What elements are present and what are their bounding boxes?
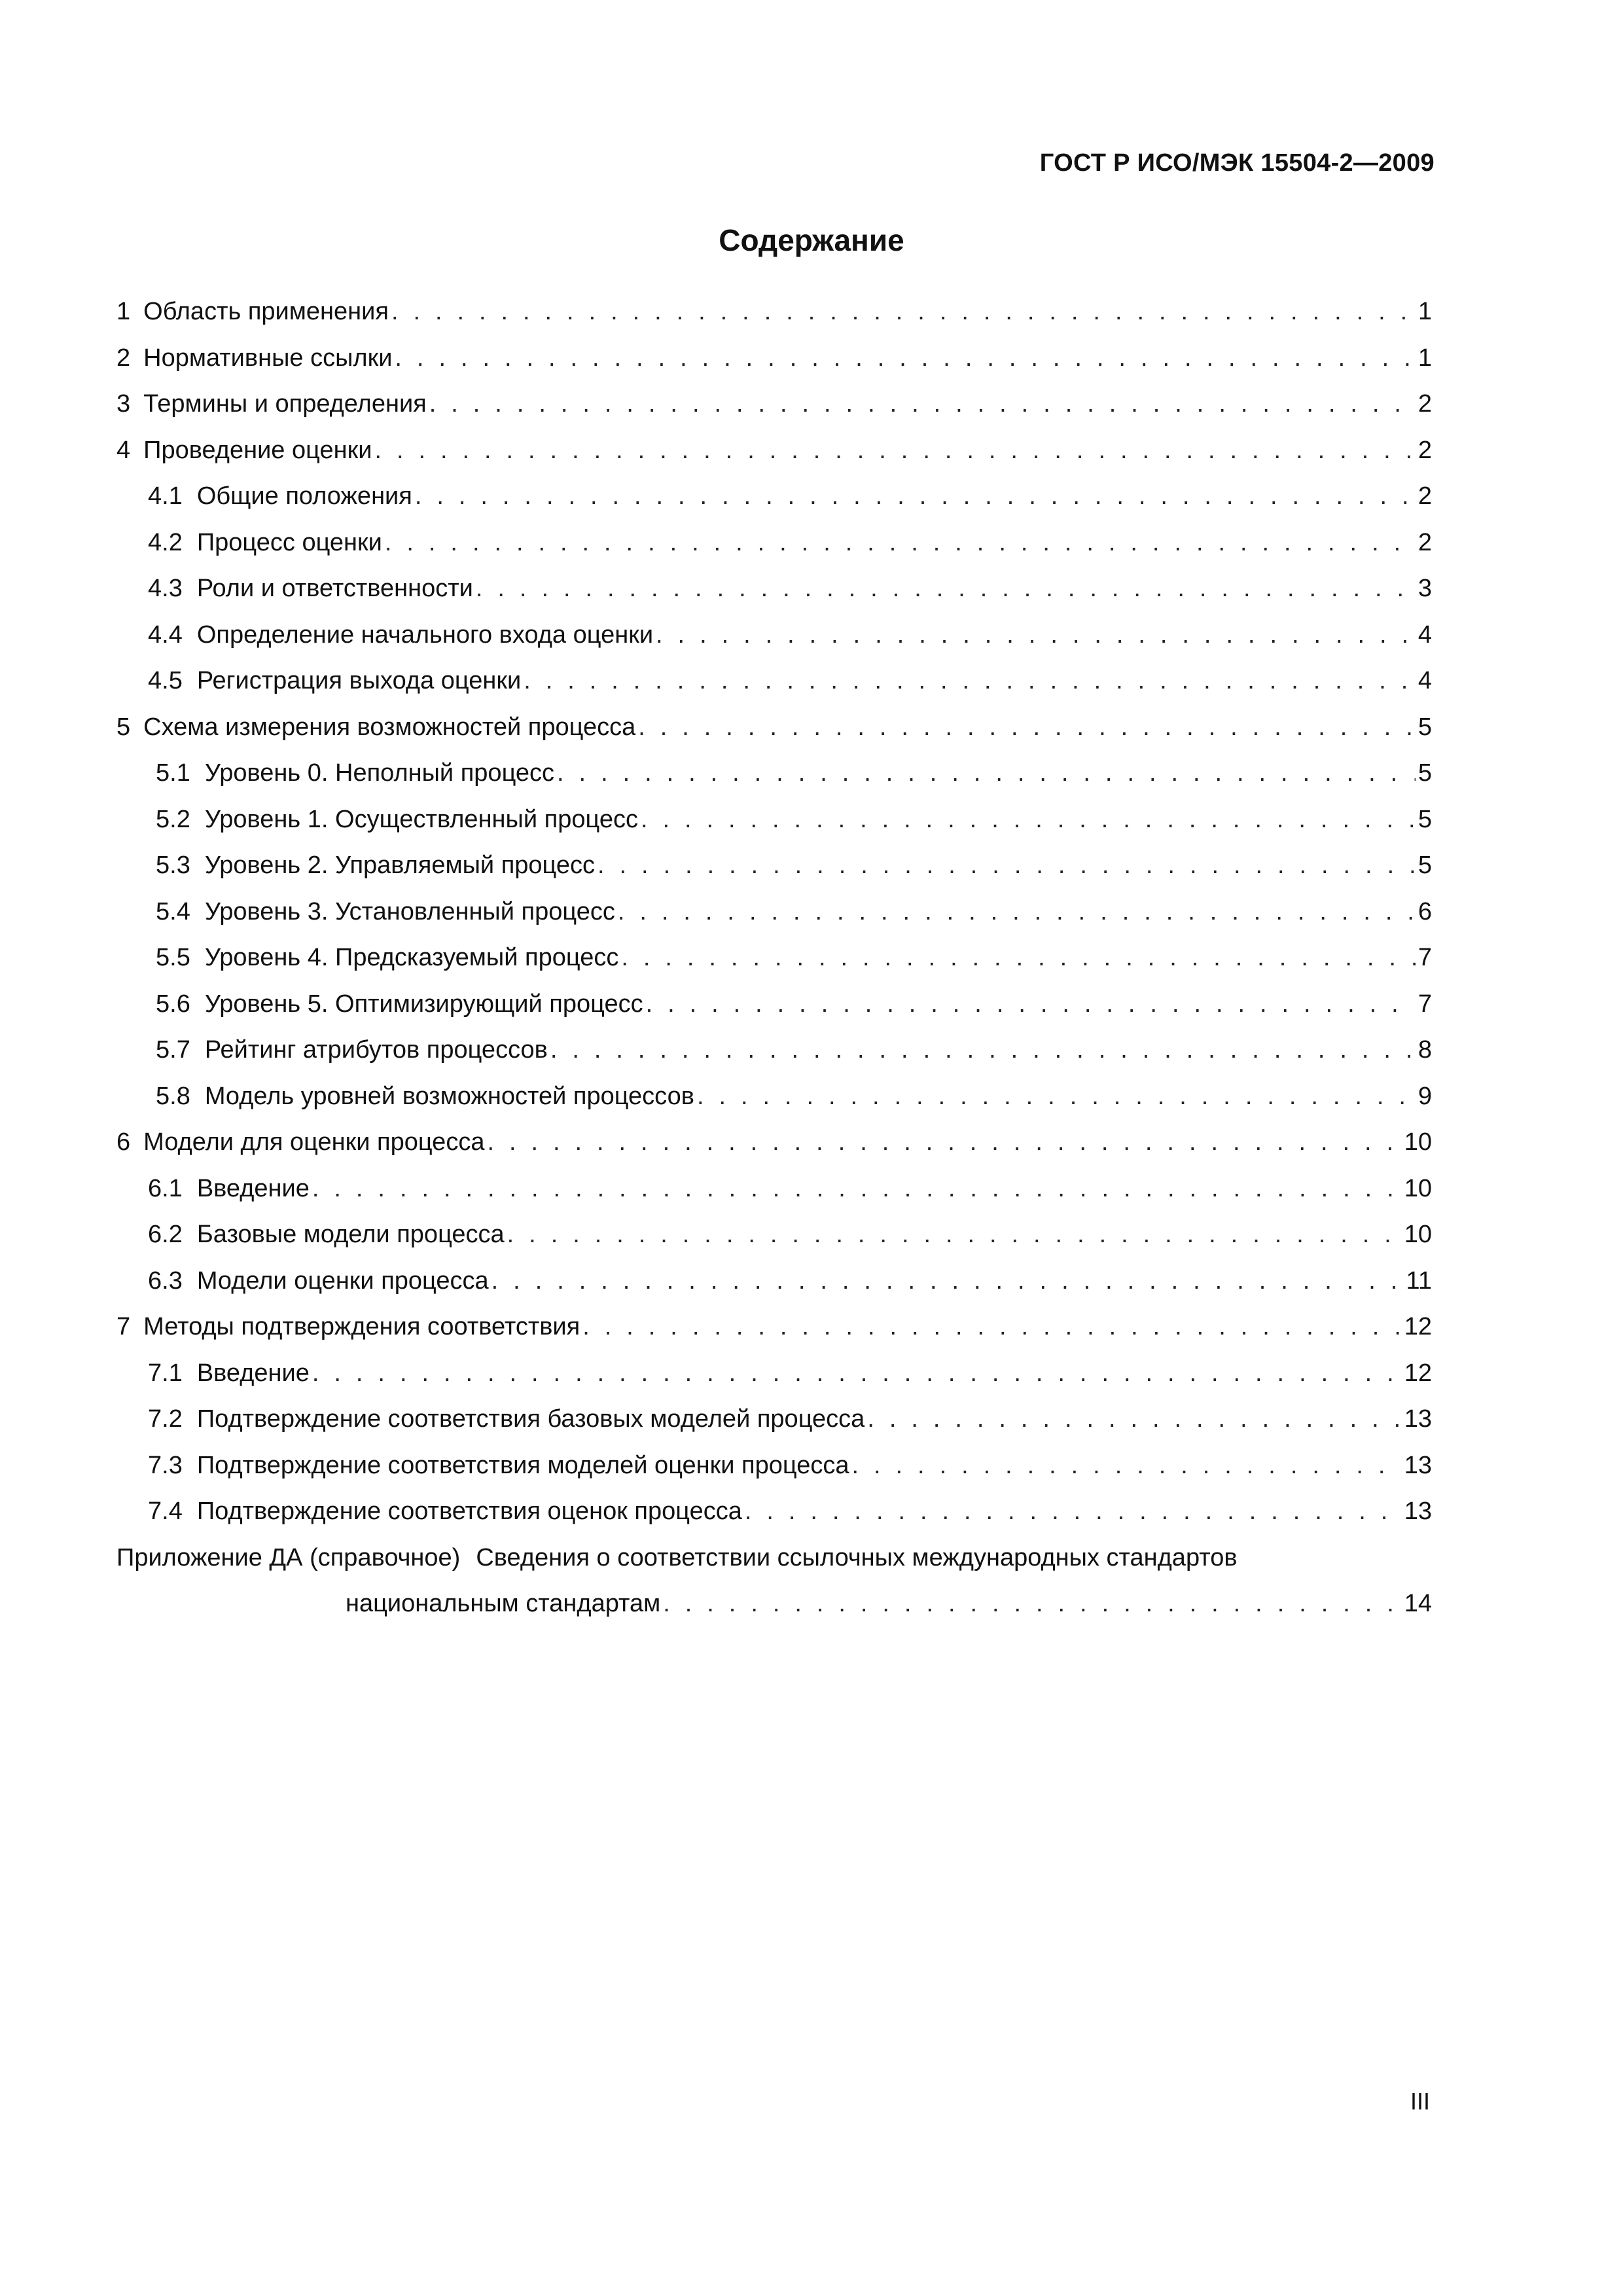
dot-leader (374, 437, 1415, 465)
dot-leader (618, 898, 1416, 926)
toc-entry-title: Методы подтверждения соответствия (143, 1313, 580, 1340)
dot-leader (385, 529, 1416, 557)
toc-entry-number: 7.2 (148, 1405, 183, 1433)
toc-entry-number: 5.6 (156, 990, 190, 1018)
toc-entry-title: Уровень 5. Оптимизирующий процесс (204, 990, 643, 1018)
toc-entry[interactable] (116, 1175, 1432, 1221)
toc-entry-page: 10 (1404, 1174, 1432, 1202)
toc-entry-title: Введение (196, 1174, 310, 1202)
toc-entry-number: 5.3 (156, 852, 190, 879)
dot-leader (312, 1175, 1402, 1203)
toc-entry-number: 4.2 (148, 528, 183, 556)
toc-entry[interactable] (116, 1221, 1432, 1267)
dot-leader (524, 667, 1416, 695)
toc-entry-title: Подтверждение соответствия базовых моделей процесса (196, 1405, 865, 1433)
dot-leader (656, 621, 1416, 649)
document-code-header: ГОСТ Р ИСО/МЭК 15504-2—2009 (1039, 149, 1435, 177)
annex-page-number: 14 (1404, 1590, 1432, 1617)
toc-entry[interactable] (116, 667, 1432, 713)
dot-leader (641, 806, 1416, 834)
toc-entry[interactable] (116, 852, 1432, 898)
toc-entry-number: 3 (116, 390, 131, 418)
toc-entry-number: 7 (116, 1313, 131, 1340)
toc-entry-page: 12 (1404, 1359, 1432, 1387)
toc-entry-title: Модели оценки процесса (196, 1266, 489, 1295)
page-title: Содержание (719, 223, 904, 257)
page-number: III (1410, 2088, 1430, 2115)
toc-annex-entry-continued[interactable] (116, 1590, 1432, 1636)
toc-entry-page: 4 (1418, 620, 1432, 649)
toc-entry-page: 2 (1418, 528, 1432, 556)
toc-entry-title: Уровень 3. Установленный процесс (204, 897, 615, 925)
toc-entry-number: 6.3 (148, 1266, 183, 1295)
toc-entry-title: Роли и ответственности (196, 575, 473, 602)
toc-entry-number: 4.4 (148, 620, 183, 649)
annex-title-line1: Сведения о соответствии ссылочных международных стандартов (476, 1543, 1238, 1571)
toc-entry[interactable] (116, 1452, 1432, 1498)
toc-entry-page: 13 (1404, 1451, 1432, 1479)
toc-entry-title: Уровень 4. Предсказуемый процесс (204, 944, 619, 971)
dot-leader (646, 990, 1416, 1018)
toc-entry-title: Модели для оценки процесса (143, 1128, 485, 1156)
toc-entry[interactable] (116, 759, 1432, 806)
toc-entry-page: 2 (1418, 482, 1432, 510)
toc-entry-page: 8 (1418, 1036, 1432, 1064)
toc-entry-page: 9 (1418, 1082, 1432, 1110)
toc-entry-title: Схема измерения возможностей процесса (143, 713, 636, 741)
toc-entry-title: Подтверждение соответствия моделей оценки процесса (196, 1451, 849, 1479)
dot-leader (491, 1267, 1404, 1295)
toc-entry-number: 7.3 (148, 1451, 183, 1479)
toc-entry-number: 5.2 (156, 805, 190, 833)
toc-entry-title: Уровень 0. Неполный процесс (204, 759, 555, 787)
toc-entry[interactable] (116, 1405, 1432, 1452)
toc-entry[interactable] (116, 944, 1432, 990)
toc-entry-page: 12 (1404, 1313, 1432, 1340)
toc-entry-number: 7.1 (148, 1359, 183, 1387)
dot-leader (597, 852, 1416, 880)
toc-entry[interactable] (116, 621, 1432, 668)
toc-entry-title: Подтверждение соответствия оценок процесса (196, 1498, 742, 1525)
toc-entry-number: 5 (116, 713, 131, 741)
toc-entry[interactable] (116, 575, 1432, 621)
toc-entry-title: Уровень 1. Осуществленный процесс (204, 805, 638, 833)
toc-entry-number: 5.8 (156, 1082, 190, 1110)
toc-entry-page: 11 (1406, 1266, 1432, 1295)
toc-entry[interactable] (116, 713, 1432, 760)
toc-entry-number: 5.5 (156, 944, 190, 971)
dot-leader (557, 759, 1416, 787)
dot-leader (582, 1313, 1401, 1341)
toc-entry-title: Базовые модели процесса (196, 1221, 505, 1248)
dot-leader (487, 1128, 1401, 1157)
dot-leader (852, 1452, 1402, 1480)
toc-entry[interactable] (116, 1313, 1432, 1359)
toc-entry-page: 5 (1418, 805, 1432, 833)
toc-entry[interactable] (116, 1083, 1432, 1129)
dot-leader (429, 390, 1416, 418)
toc-entry-title: Определение начального входа оценки (196, 620, 654, 649)
toc-entry-number: 7.4 (148, 1498, 183, 1525)
toc-entry-page: 2 (1418, 390, 1432, 418)
dot-leader (395, 344, 1415, 372)
toc-entry[interactable] (116, 298, 1432, 344)
toc-entry-title: Область применения (143, 298, 389, 325)
toc-entry-page: 1 (1418, 298, 1432, 325)
annex-title-line2: национальным стандартам (346, 1590, 661, 1617)
toc-entry[interactable] (116, 437, 1432, 483)
toc-entry[interactable] (116, 529, 1432, 575)
toc-entry-page: 10 (1404, 1128, 1432, 1156)
dot-leader (476, 575, 1416, 603)
toc-entry-title: Термины и определения (143, 390, 427, 418)
toc-entry[interactable] (116, 390, 1432, 437)
toc-entry-page: 6 (1418, 897, 1432, 925)
toc-entry[interactable] (116, 1128, 1432, 1175)
toc-entry[interactable] (116, 1267, 1432, 1314)
toc-entry-page: 10 (1404, 1221, 1432, 1248)
toc-entry-page: 1 (1418, 344, 1432, 372)
dot-leader (745, 1498, 1402, 1526)
toc-entry-page: 13 (1404, 1405, 1432, 1433)
toc-entry[interactable] (116, 344, 1432, 391)
toc-entry-page: 7 (1418, 990, 1432, 1018)
toc-entry[interactable] (116, 990, 1432, 1037)
toc-entry-page: 4 (1418, 667, 1432, 694)
table-of-contents (116, 298, 1432, 1636)
toc-entry-number: 6.2 (148, 1221, 183, 1248)
toc-annex-entry[interactable] (116, 1544, 1432, 1590)
toc-entry-page: 5 (1418, 759, 1432, 787)
toc-entry-number: 4.3 (148, 575, 183, 602)
toc-entry-title: Введение (196, 1359, 310, 1387)
toc-entry-number: 5.1 (156, 759, 190, 787)
toc-entry[interactable] (116, 898, 1432, 944)
toc-entry[interactable] (116, 1359, 1432, 1406)
dot-leader (415, 482, 1416, 511)
toc-entry-number: 6 (116, 1128, 131, 1156)
toc-entry[interactable] (116, 806, 1432, 852)
dot-leader (507, 1221, 1402, 1249)
toc-entries (116, 298, 1432, 1544)
dot-leader (312, 1359, 1402, 1388)
toc-entry-title: Процесс оценки (196, 528, 382, 556)
toc-entry-page: 13 (1404, 1498, 1432, 1525)
toc-entry-title: Модель уровней возможностей процессов (204, 1082, 694, 1110)
toc-entry-number: 5.4 (156, 897, 190, 925)
toc-entry-number: 4 (116, 436, 131, 464)
dot-leader (550, 1036, 1416, 1064)
toc-entry-number: 6.1 (148, 1174, 183, 1202)
dot-leader (663, 1590, 1401, 1618)
toc-entry-number: 2 (116, 344, 131, 372)
toc-entry[interactable] (116, 1036, 1432, 1083)
toc-entry-page: 5 (1418, 852, 1432, 879)
dot-leader (867, 1405, 1401, 1433)
toc-entry-title: Общие положения (196, 482, 412, 510)
dot-leader (391, 298, 1416, 326)
toc-entry-title: Регистрация выхода оценки (196, 667, 522, 694)
toc-entry[interactable] (116, 1498, 1432, 1544)
toc-entry-title: Уровень 2. Управляемый процесс (204, 852, 596, 879)
toc-entry-page: 7 (1418, 944, 1432, 971)
dot-leader (638, 713, 1416, 742)
toc-entry-number: 4.1 (148, 482, 183, 510)
toc-entry-number: 5.7 (156, 1036, 190, 1064)
toc-entry[interactable] (116, 482, 1432, 529)
annex-label: Приложение ДА (справочное) (116, 1543, 461, 1571)
toc-entry-number: 1 (116, 298, 131, 325)
dot-leader (697, 1083, 1416, 1111)
toc-entry-title: Рейтинг атрибутов процессов (204, 1036, 548, 1064)
toc-entry-page: 3 (1418, 575, 1432, 602)
toc-entry-page: 5 (1418, 713, 1432, 741)
toc-entry-title: Проведение оценки (143, 436, 372, 464)
dot-leader (621, 944, 1416, 972)
toc-entry-page: 2 (1418, 436, 1432, 464)
toc-entry-title: Нормативные ссылки (143, 344, 393, 372)
toc-entry-number: 4.5 (148, 667, 183, 694)
